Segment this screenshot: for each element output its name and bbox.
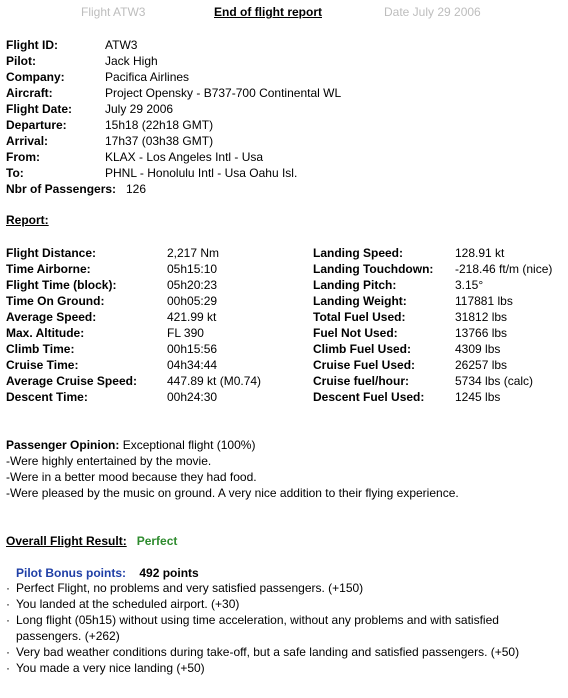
result-value: Perfect [136,534,178,548]
stat-label: Landing Pitch: [313,278,397,292]
info-value: PHNL - Honolulu Intl - Usa Oahu Isl. [105,166,298,180]
stat-label: Time Airborne: [6,262,91,276]
info-label: Aircraft: [6,86,53,100]
report-title: End of flight report [214,5,322,19]
stat-value: 13766 lbs [455,326,508,340]
result-label: Overall Flight Result: [6,534,127,548]
info-value: 126 [126,182,147,196]
stat-label: Total Fuel Used: [313,310,406,324]
stat-row [313,357,507,373]
stat-value: 117881 lbs [455,294,513,308]
bonus-item [6,612,562,644]
stat-label: Landing Speed: [313,246,403,260]
info-row [6,53,158,69]
bonus-list [6,580,562,676]
bonus-item [6,660,562,676]
stat-value: 3.15° [455,278,484,292]
bonus-item-text: You landed at the scheduled airport. (+30) [16,597,240,611]
stat-label: Max. Altitude: [6,326,85,340]
stat-value: 00h05:29 [167,294,218,308]
stat-row [313,325,507,341]
stat-value: FL 390 [167,326,204,340]
info-row [6,165,297,181]
bullet-icon: · [6,581,10,595]
bonus-item-text: Long flight (05h15) without using time acceleration, without any problems and with satisfied passengers. (+262) [16,613,499,643]
report-section-title: Report: [6,213,49,227]
overall-result [6,533,177,549]
stat-row [6,341,217,357]
info-label: Pilot: [6,54,36,68]
stat-value: 05h20:23 [167,278,218,292]
stat-value: 00h24:30 [167,390,218,404]
info-row [6,117,213,133]
stat-label: Landing Touchdown: [313,262,434,276]
stat-value: 4309 lbs [455,342,501,356]
stat-label: Climb Time: [6,342,75,356]
opinion-label: Passenger Opinion: [6,438,120,452]
stat-label: Cruise fuel/hour: [313,374,410,388]
stat-label: Climb Fuel Used: [313,342,412,356]
bonus-label: Pilot Bonus points: [16,566,126,580]
bonus-item [6,596,562,612]
stat-row [313,245,504,261]
stat-row [6,357,217,373]
bonus-item-text: You made a very nice landing (+50) [16,661,205,675]
info-row [6,85,341,101]
bullet-icon: · [6,613,10,627]
info-label: Company: [6,70,65,84]
bonus-item [6,644,562,660]
passenger-opinion [6,437,255,453]
info-row [6,69,189,85]
stat-value: 1245 lbs [455,390,501,404]
stat-label: Cruise Time: [6,358,79,372]
stat-row [313,389,500,405]
bonus-item-text: Perfect Flight, no problems and very satisfied passengers. (+150) [16,581,364,595]
info-row [6,149,263,165]
stat-label: Flight Time (block): [6,278,117,292]
opinion-line: -Were pleased by the music on ground. A very nice addition to their flying experience. [6,486,459,500]
stat-label: Time On Ground: [6,294,105,308]
stat-value: 5734 lbs (calc) [455,374,534,388]
header-flight: Flight ATW3 [81,5,146,19]
stat-label: Descent Fuel Used: [313,390,425,404]
stat-row [313,373,533,389]
info-value: 17h37 (03h38 GMT) [105,134,214,148]
info-value: Pacifica Airlines [105,70,190,84]
stat-value: 31812 lbs [455,310,508,324]
stat-value: 421.99 kt [167,310,217,324]
info-label: Flight Date: [6,102,72,116]
stat-row [6,245,219,261]
info-value: 15h18 (22h18 GMT) [105,118,214,132]
header-date: Date July 29 2006 [384,5,481,19]
pilot-bonus [16,565,199,581]
stat-row [6,277,217,293]
stat-row [313,309,507,325]
stat-row [313,277,483,293]
opinion-line: -Were in a better mood because they had food. [6,470,257,484]
info-value: KLAX - Los Angeles Intl - Usa [105,150,264,164]
stat-value: 05h15:10 [167,262,218,276]
stat-row [6,325,204,341]
stat-value: 128.91 kt [455,246,505,260]
stat-label: Cruise Fuel Used: [313,358,416,372]
stat-row [313,293,513,309]
info-value: ATW3 [105,38,138,52]
bullet-icon: · [6,645,10,659]
info-row [6,101,173,117]
stat-label: Fuel Not Used: [313,326,398,340]
info-row [6,133,213,149]
report-header [0,5,568,21]
stat-row [6,373,261,389]
info-row [6,181,146,197]
info-label: To: [6,166,24,180]
opinion-line: -Were highly entertained by the movie. [6,454,212,468]
opinion-value: Exceptional flight (100%) [122,438,256,452]
info-value: July 29 2006 [105,102,174,116]
stat-value: 04h34:44 [167,358,218,372]
stat-row [313,341,500,357]
info-label: From: [6,150,40,164]
stat-value: -218.46 ft/m (nice) [455,262,553,276]
stat-label: Average Speed: [6,310,97,324]
info-label: Departure: [6,118,67,132]
stat-row [313,261,552,277]
info-label: Nbr of Passengers: [6,182,117,196]
info-label: Arrival: [6,134,49,148]
info-value: Jack High [105,54,158,68]
stat-row [6,261,217,277]
stat-label: Descent Time: [6,390,88,404]
bonus-item [6,580,562,596]
stat-value: 447.89 kt (M0.74) [167,374,262,388]
stat-value: 26257 lbs [455,358,508,372]
bullet-icon: · [6,661,10,675]
info-value: Project Opensky - B737-700 Continental WL [105,86,342,100]
stat-label: Landing Weight: [313,294,407,308]
stat-label: Flight Distance: [6,246,97,260]
info-row [6,37,137,53]
bonus-item-text: Very bad weather conditions during take-off, but a safe landing and satisfied passengers. (+50) [16,645,520,659]
stat-label: Average Cruise Speed: [6,374,137,388]
stat-row [6,293,217,309]
info-label: Flight ID: [6,38,58,52]
stat-value: 2,217 Nm [167,246,220,260]
bullet-icon: · [6,597,10,611]
stat-row [6,389,217,405]
stat-value: 00h15:56 [167,342,218,356]
stat-row [6,309,216,325]
bonus-points: 492 points [139,566,199,580]
